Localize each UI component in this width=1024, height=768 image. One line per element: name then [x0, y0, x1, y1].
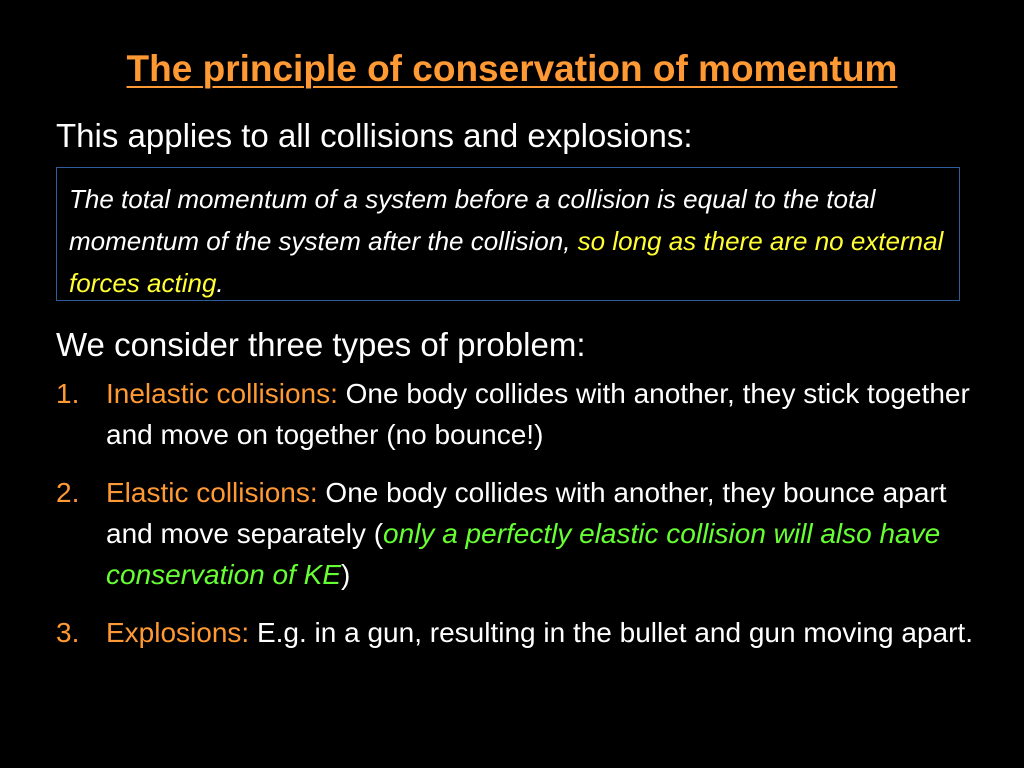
list-item-inelastic-collisions — [56, 373, 976, 455]
problem-types-heading: We consider three types of problem: — [56, 326, 586, 363]
principle-text: The total momentum of a system before a collision is equal to the total momentum of the system after the collision, — [69, 184, 876, 256]
list-item-description: One body collides with another, they stick together and move on together (no bounce!) — [106, 378, 970, 450]
principle-statement-box — [56, 167, 960, 301]
list-item-explosions — [56, 612, 976, 653]
list-item-description: E.g. in a gun, resulting in the bullet and gun moving apart. — [249, 617, 973, 648]
list-item-number: 2. — [56, 477, 80, 508]
problem-types-list — [56, 373, 976, 670]
list-item-term: Inelastic collisions: — [106, 378, 338, 409]
list-item-number: 3. — [56, 617, 80, 648]
list-item-number: 1. — [56, 378, 80, 409]
list-item-elastic-collisions — [56, 472, 976, 595]
intro-text: This applies to all collisions and explosions: — [56, 117, 693, 154]
principle-condition-highlight: so long as there are no external forces acting — [69, 226, 944, 298]
slide-title: The principle of conservation of momentum — [126, 48, 898, 89]
list-item-note-close: ) — [341, 559, 351, 590]
principle-end: . — [216, 268, 224, 298]
list-item-term: Elastic collisions: — [106, 477, 318, 508]
list-item-term: Explosions: — [106, 617, 250, 648]
list-item-note: only a perfectly elastic collision will also have conservation of KE — [106, 518, 941, 590]
list-item-description: One body collides with another, they bounce apart and move separately ( — [106, 477, 947, 549]
